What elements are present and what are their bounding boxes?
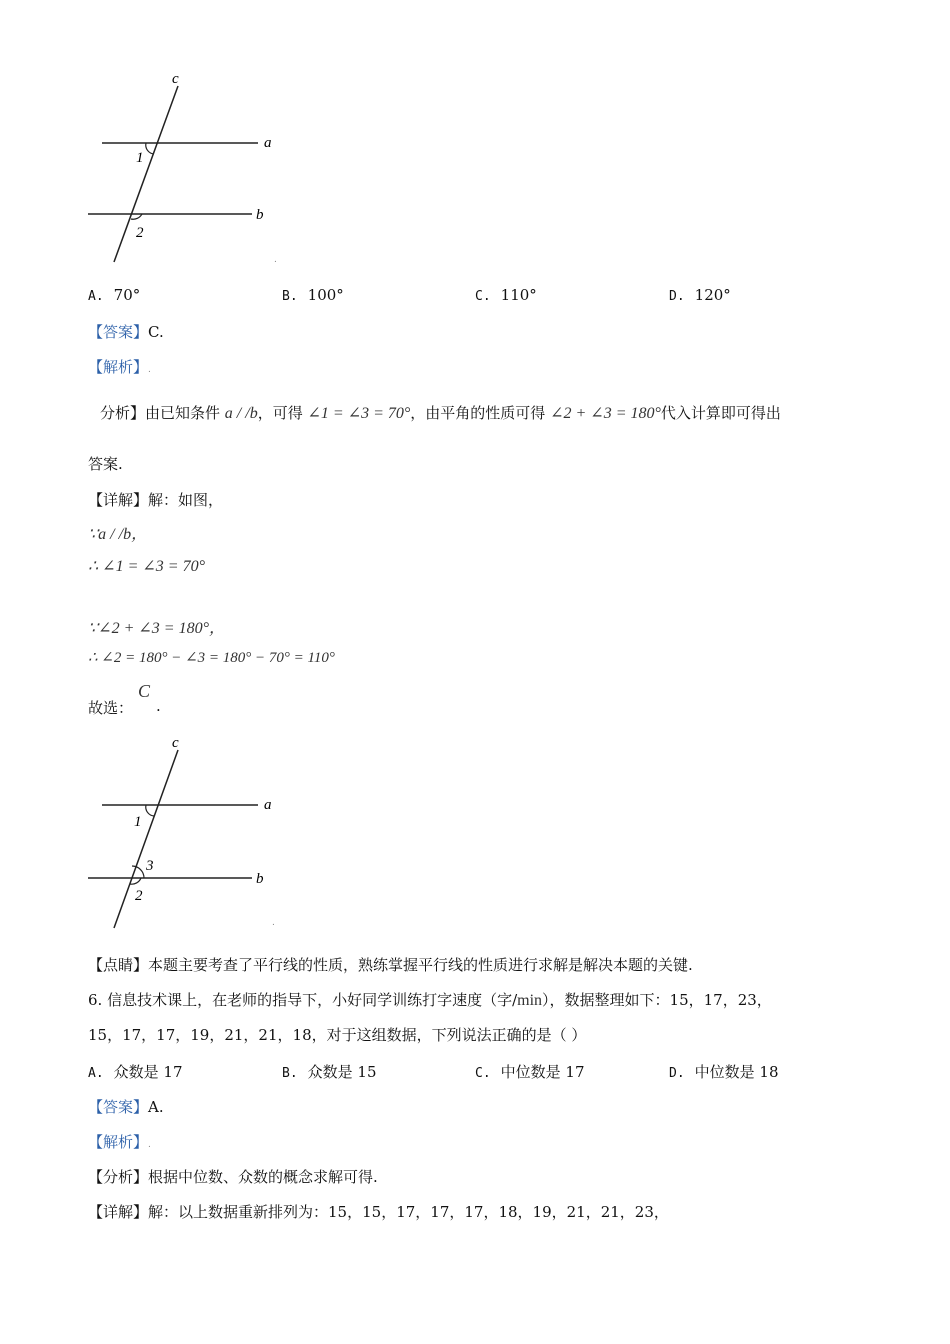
option-d[interactable]: D. 120° xyxy=(669,286,731,304)
q6-option-b[interactable]: B. 众数是 15 xyxy=(282,1063,377,1081)
q6-option-a[interactable]: A. 众数是 17 xyxy=(88,1063,183,1081)
angle-1-arc xyxy=(146,143,154,154)
q6-analysis-tag: 【解析】. xyxy=(88,1133,151,1151)
q5-review: 【点睛】本题主要考查了平行线的性质，熟练掌握平行线的性质进行求解是解决本题的关键. xyxy=(88,956,693,974)
q5-fenxi: 分析】由已知条件 a / /b，可得 ∠1 = ∠3 = 70°，由平角的性质可得 ∠2 + ∠3 = 180°代入计算即可得出 xyxy=(100,404,781,422)
mark: . xyxy=(274,255,277,265)
parallel-lines-figure-2 xyxy=(80,734,290,934)
label-2: 2 xyxy=(135,888,143,904)
label-a: a xyxy=(264,797,272,813)
label-a: a xyxy=(264,135,272,151)
q6-stem-line1: 6. 信息技术课上，在老师的指导下，小好同学训练打字速度（字/min），数据整理如下：15，17，23， xyxy=(88,991,772,1009)
label-b: b xyxy=(256,207,264,223)
q6-option-d[interactable]: D. 中位数是 18 xyxy=(669,1063,779,1081)
option-c[interactable]: C. 110° xyxy=(475,286,537,304)
q5-choose-label: 故选： xyxy=(88,699,134,717)
angle-2-arc xyxy=(131,214,142,219)
label-1: 1 xyxy=(134,814,142,830)
label-2: 2 xyxy=(136,225,144,241)
option-b[interactable]: B. 100° xyxy=(282,286,344,304)
label-3: 3 xyxy=(146,858,154,874)
q5-choose-end: . xyxy=(156,697,161,715)
label-b: b xyxy=(256,871,264,887)
label-1: 1 xyxy=(136,150,144,166)
q6-fenxi: 【分析】根据中位数、众数的概念求解可得. xyxy=(88,1168,378,1186)
q5-choose-value: C xyxy=(138,681,151,701)
mark: . xyxy=(272,918,275,928)
q5-detail: 【详解】解：如图， xyxy=(88,491,224,509)
line-c xyxy=(114,86,178,262)
angle-1-arc xyxy=(146,805,154,816)
q6-stem-line2: 15，17，17，19，21，21，18，对于这组数据，下列说法正确的是（ ） xyxy=(88,1026,587,1044)
q5-step-3: ∵∠2 + ∠3 = 180°， xyxy=(88,620,225,637)
q5-step-1: ∵a / /b， xyxy=(88,526,148,543)
q6-answer: 【答案】A. xyxy=(88,1098,164,1116)
q5-answer: 【答案】C. xyxy=(88,323,164,341)
parallel-lines-figure-1 xyxy=(80,70,290,270)
q5-fenxi-line2: 答案. xyxy=(88,455,123,473)
option-a[interactable]: A. 70° xyxy=(88,286,141,304)
line-c xyxy=(114,750,178,928)
q5-analysis-tag: 【解析】. xyxy=(88,358,151,376)
q5-step-4: ∴ ∠2 = 180° − ∠3 = 180° − 70° = 110° xyxy=(88,650,335,666)
q6-detail: 【详解】解：以上数据重新排列为：15，15，17，17，17，18，19，21，21，23， xyxy=(88,1203,669,1221)
label-c: c xyxy=(172,735,179,751)
label-c: c xyxy=(172,71,179,87)
q5-step-2: ∴ ∠1 = ∠3 = 70° xyxy=(88,558,205,575)
q6-option-c[interactable]: C. 中位数是 17 xyxy=(475,1063,585,1081)
